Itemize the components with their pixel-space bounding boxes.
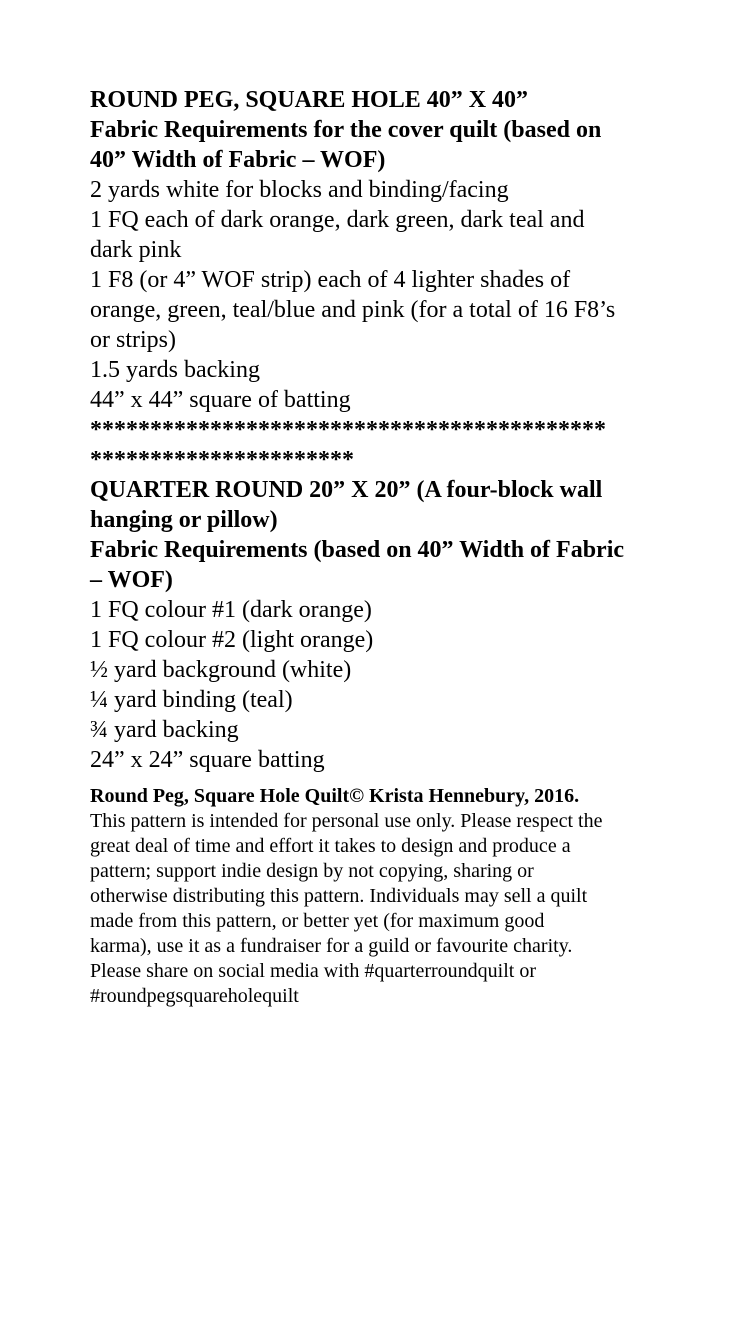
requirement-line: 1 FQ colour #2 (light orange) — [90, 627, 374, 653]
quarter-round-section — [90, 475, 670, 775]
copyright-body-line: This pattern is intended for personal use only. Please respect the — [90, 810, 603, 832]
copyright-title: Round Peg, Square Hole Quilt© Krista Hennebury, 2016. — [90, 785, 580, 807]
requirement-line: 24” x 24” square batting — [90, 747, 325, 773]
asterisk-divider — [90, 415, 670, 475]
requirement-line: 1 F8 (or 4” WOF strip) each of 4 lighter shades of — [90, 267, 571, 293]
requirement-line: 1.5 yards backing — [90, 357, 260, 383]
quarter-round-requirements-heading: Fabric Requirements (based on 40” Width of Fabric — [90, 537, 625, 563]
requirement-line: 2 yards white for blocks and binding/facing — [90, 177, 509, 203]
copyright-body-line: pattern; support indie design by not copying, sharing or — [90, 860, 534, 882]
requirement-line: orange, green, teal/blue and pink (for a total of 16 F8’s — [90, 297, 616, 323]
copyright-hashtag-line: #roundpegsquareholequilt — [90, 985, 299, 1007]
requirement-line: ¼ yard binding (teal) — [90, 687, 293, 713]
requirement-line: 44” x 44” square of batting — [90, 387, 351, 413]
requirement-line: ¾ yard backing — [90, 717, 239, 743]
quarter-round-title: hanging or pillow) — [90, 507, 278, 533]
quarter-round-title: QUARTER ROUND 20” X 20” (A four-block wall — [90, 477, 603, 503]
requirement-line: or strips) — [90, 327, 176, 353]
cover-quilt-title: ROUND PEG, SQUARE HOLE 40” X 40” — [90, 87, 529, 113]
copyright-section — [90, 784, 670, 1009]
requirement-line: dark pink — [90, 237, 182, 263]
asterisk-divider-line: ******************************************* — [90, 417, 606, 443]
cover-quilt-requirements-heading: Fabric Requirements for the cover quilt (based on — [90, 117, 602, 143]
quarter-round-requirements-heading: – WOF) — [90, 567, 173, 593]
copyright-body-line: made from this pattern, or better yet (for maximum good — [90, 910, 545, 932]
copyright-body-line: Please share on social media with #quarterroundquilt or — [90, 960, 536, 982]
asterisk-divider-line: ********************** — [90, 447, 354, 473]
copyright-body-line: great deal of time and effort it takes to design and produce a — [90, 835, 571, 857]
requirement-line: 1 FQ colour #1 (dark orange) — [90, 597, 372, 623]
copyright-body-line: karma), use it as a fundraiser for a guild or favourite charity. — [90, 935, 573, 957]
requirement-line: ½ yard background (white) — [90, 657, 352, 683]
cover-quilt-section — [90, 85, 670, 415]
requirement-line: 1 FQ each of dark orange, dark green, dark teal and — [90, 207, 585, 233]
copyright-body-line: otherwise distributing this pattern. Individuals may sell a quilt — [90, 885, 588, 907]
cover-quilt-requirements-heading: 40” Width of Fabric – WOF) — [90, 147, 386, 173]
